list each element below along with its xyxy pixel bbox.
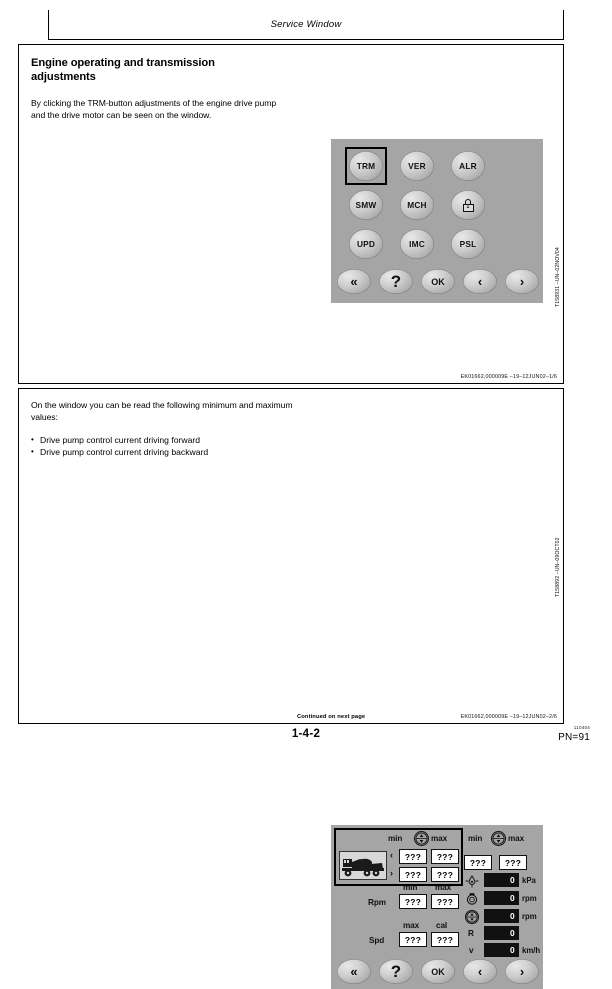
next-button-label: › xyxy=(519,964,525,979)
rpm-max-field[interactable]: ??? xyxy=(431,894,459,909)
help-button[interactable] xyxy=(379,269,413,294)
engine-rpm-readout-field: 0 xyxy=(484,891,519,905)
ok-button-label: OK xyxy=(431,966,445,977)
motor-rpm-icon xyxy=(465,910,479,924)
section-1-paragraph: By clicking the TRM-button adjustments of the engine drive pump and the drive motor can be seen on the window. xyxy=(31,98,277,120)
back-all-button-label: « xyxy=(350,274,358,289)
figure-id-2: T158892 –UN–09OCT02 xyxy=(555,537,561,597)
pn-block xyxy=(558,726,590,743)
rpm-row-label: Rpm xyxy=(368,898,386,907)
spd-cal-label: cal xyxy=(436,921,448,930)
motor-rpm-readout-unit: rpm xyxy=(522,912,537,921)
function-key-lock[interactable] xyxy=(451,190,485,220)
motor-min-field[interactable]: ??? xyxy=(464,855,492,870)
ok-button[interactable] xyxy=(421,959,455,984)
previous-button[interactable] xyxy=(463,959,497,984)
motor-max-field[interactable]: ??? xyxy=(499,855,527,870)
function-key-psl[interactable] xyxy=(451,229,485,259)
function-key-alr-label: ALR xyxy=(459,161,477,171)
section-1-footer-ref: EK01662,000009E –19–12JUN02–1/6 xyxy=(460,374,557,380)
pressure-readout-field: 0 xyxy=(484,873,519,887)
pump-backward-max-field[interactable]: ??? xyxy=(431,867,459,882)
motor-max-label: max xyxy=(508,834,525,843)
function-key-smw-label: SMW xyxy=(355,200,377,210)
pump-icon xyxy=(414,831,429,846)
function-key-upd[interactable] xyxy=(349,229,383,259)
speed-readout-field: 0 xyxy=(484,943,519,957)
speed-readout-unit: km/h xyxy=(522,946,541,955)
figure-id-1: T158931 –UN–02NOV04 xyxy=(555,247,561,307)
back-all-button[interactable] xyxy=(337,959,371,984)
motor-rpm-readout-field: 0 xyxy=(484,909,519,923)
pump-max-label: max xyxy=(431,834,448,843)
backward-direction-arrow: › xyxy=(390,868,393,878)
spd-row-label: Spd xyxy=(369,936,385,945)
continued-on-next-page-note: Continued on next page xyxy=(297,714,366,720)
lock-icon-body: 1 xyxy=(463,204,474,212)
section-2-paragraph: On the window you can be read the following minimum and maximum values: xyxy=(31,400,293,422)
engine-rpm-readout-unit: rpm xyxy=(522,894,537,903)
motor-min-label: min xyxy=(468,834,483,843)
ratio-readout-field: 0 xyxy=(484,926,519,940)
pressure-icon xyxy=(465,874,479,888)
function-key-trm-label: TRM xyxy=(356,161,376,171)
back-all-button[interactable] xyxy=(337,269,371,294)
function-key-mch[interactable] xyxy=(400,190,434,220)
pn-code: PN=91 xyxy=(558,731,590,743)
pressure-readout-unit: kPa xyxy=(522,876,536,885)
function-key-upd-label: UPD xyxy=(356,239,376,249)
pn-date: 110404 xyxy=(573,725,590,730)
previous-button-label: ‹ xyxy=(477,964,483,979)
function-key-mch-label: MCH xyxy=(407,200,427,210)
function-key-ver-label: VER xyxy=(408,161,426,171)
back-all-button-label: « xyxy=(350,964,358,979)
list-item: • Drive pump control current driving backward xyxy=(31,446,293,458)
service-window-display-menu[interactable] xyxy=(331,139,543,303)
help-button-label: ? xyxy=(390,271,402,291)
spd-max-label: max xyxy=(403,921,420,930)
rpm-max-label: max xyxy=(435,883,452,892)
engine-icon xyxy=(465,892,479,906)
rpm-min-label: min xyxy=(403,883,418,892)
previous-button-label: ‹ xyxy=(477,274,483,289)
spd-cal-field[interactable]: ??? xyxy=(431,932,459,947)
page-header-title: Service Window xyxy=(270,19,342,30)
section-engine-adjustments xyxy=(18,44,564,384)
min-max-value-list xyxy=(31,434,293,459)
list-item: • Drive pump control current driving forward xyxy=(31,434,293,446)
pump-backward-min-field[interactable]: ??? xyxy=(399,867,427,882)
forward-direction-arrow: ‹ xyxy=(390,850,393,860)
function-key-ver[interactable] xyxy=(400,151,434,181)
previous-button[interactable] xyxy=(463,269,497,294)
lock-icon xyxy=(463,199,474,212)
function-key-trm[interactable] xyxy=(349,151,383,181)
page-header-rule xyxy=(49,39,563,40)
spd-max-field[interactable]: ??? xyxy=(399,932,427,947)
function-key-psl-label: PSL xyxy=(459,239,477,249)
help-button-label: ? xyxy=(390,961,402,981)
section-2-footer-ref: EK01662,000009E –19–12JUN02–2/6 xyxy=(460,714,557,720)
function-key-imc-label: IMC xyxy=(409,239,425,249)
function-key-smw[interactable] xyxy=(349,190,383,220)
section-1-heading: Engine operating and transmission adjustments xyxy=(31,57,215,83)
next-button[interactable] xyxy=(505,269,539,294)
help-button[interactable] xyxy=(379,959,413,984)
next-button[interactable] xyxy=(505,959,539,984)
speed-readout-label: v xyxy=(469,946,474,955)
rpm-min-field[interactable]: ??? xyxy=(399,894,427,909)
pump-min-label: min xyxy=(388,834,403,843)
motor-icon xyxy=(491,831,506,846)
pump-forward-max-field[interactable]: ??? xyxy=(431,849,459,864)
next-button-label: › xyxy=(519,274,525,289)
ratio-readout-label: R xyxy=(468,929,474,938)
vehicle-thumbnail-icon xyxy=(339,851,387,880)
function-key-imc[interactable] xyxy=(400,229,434,259)
ok-button-label: OK xyxy=(431,276,445,287)
service-window-display-trm[interactable] xyxy=(331,825,543,989)
ok-button[interactable] xyxy=(421,269,455,294)
function-key-alr[interactable] xyxy=(451,151,485,181)
page-number: 1-4-2 xyxy=(291,728,321,740)
pump-forward-min-field[interactable]: ??? xyxy=(399,849,427,864)
page-header xyxy=(48,10,564,40)
